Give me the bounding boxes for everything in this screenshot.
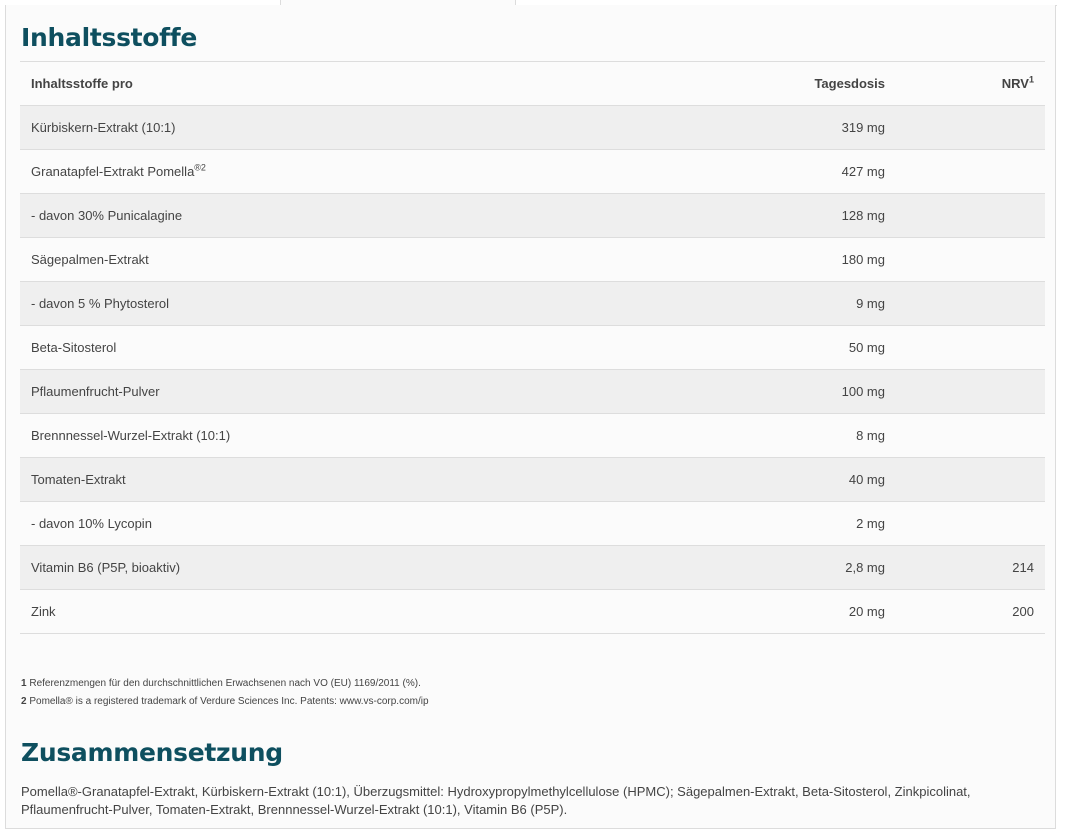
table-row bbox=[20, 458, 1045, 502]
ingredient-nrv bbox=[896, 238, 1045, 282]
ingredients-table bbox=[20, 61, 1045, 634]
ingredient-nrv bbox=[896, 106, 1045, 150]
ingredient-nrv bbox=[896, 458, 1045, 502]
ingredient-nrv bbox=[896, 150, 1045, 194]
ingredient-dose: 9 mg bbox=[580, 282, 896, 326]
ingredient-name: - davon 10% Lycopin bbox=[31, 516, 152, 531]
ingredient-dose: 2,8 mg bbox=[580, 546, 896, 590]
ingredient-dose: 100 mg bbox=[580, 370, 896, 414]
ingredient-name: - davon 5 % Phytosterol bbox=[31, 296, 170, 311]
ingredient-footnote-ref: ®2 bbox=[194, 162, 206, 173]
footnote-text: Pomella® is a registered trademark of Verdure Sciences Inc. Patents: www.vs-corp.com/ip bbox=[26, 696, 429, 707]
ingredients-table-body bbox=[20, 106, 1045, 634]
ingredient-name-cell bbox=[20, 414, 580, 458]
ingredient-dose: 2 mg bbox=[580, 502, 896, 546]
table-row bbox=[20, 370, 1045, 414]
ingredient-dose: 319 mg bbox=[580, 106, 896, 150]
table-row bbox=[20, 414, 1045, 458]
ingredient-dose: 50 mg bbox=[580, 326, 896, 370]
ingredient-nrv bbox=[896, 326, 1045, 370]
ingredient-name: Kürbiskern-Extrakt (10:1) bbox=[31, 120, 176, 135]
ingredient-name-cell bbox=[20, 502, 580, 546]
table-row bbox=[20, 326, 1045, 370]
table-row bbox=[20, 282, 1045, 326]
column-header-dose: Tagesdosis bbox=[580, 62, 896, 106]
table-row bbox=[20, 238, 1045, 282]
table-row bbox=[20, 106, 1045, 150]
footnote-number: 1 bbox=[21, 678, 27, 689]
footnote-2 bbox=[21, 693, 429, 711]
table-row bbox=[20, 150, 1045, 194]
column-header-nrv bbox=[896, 62, 1045, 106]
footnote-number: 2 bbox=[21, 696, 27, 707]
ingredient-name-cell bbox=[20, 546, 580, 590]
footnote-1 bbox=[21, 675, 429, 693]
ingredient-name-cell bbox=[20, 370, 580, 414]
ingredient-name-cell bbox=[20, 150, 580, 194]
ingredient-name-cell bbox=[20, 458, 580, 502]
ingredient-name: Sägepalmen-Extrakt bbox=[31, 252, 149, 267]
ingredient-name-cell bbox=[20, 194, 580, 238]
table-row bbox=[20, 590, 1045, 634]
ingredient-name-cell bbox=[20, 106, 580, 150]
ingredient-nrv bbox=[896, 194, 1045, 238]
nrv-footnote-ref: 1 bbox=[1028, 74, 1034, 85]
ingredient-name-cell bbox=[20, 590, 580, 634]
footnote-text: Referenzmengen für den durchschnittlichen Erwachsenen nach VO (EU) 1169/2011 (%). bbox=[26, 678, 421, 689]
ingredient-nrv: 200 bbox=[896, 590, 1045, 634]
column-header-name: Inhaltsstoffe pro bbox=[20, 62, 580, 106]
ingredient-dose: 20 mg bbox=[580, 590, 896, 634]
ingredient-name: Tomaten-Extrakt bbox=[31, 472, 126, 487]
ingredient-name: Pflaumenfrucht-Pulver bbox=[31, 384, 160, 399]
ingredient-dose: 128 mg bbox=[580, 194, 896, 238]
tab-panel bbox=[5, 5, 1056, 829]
ingredient-dose: 8 mg bbox=[580, 414, 896, 458]
table-row bbox=[20, 546, 1045, 590]
composition-text: Pomella®-Granatapfel-Extrakt, Kürbiskern-Extrakt (10:1), Überzugsmittel: Hydroxypropylmethylcellulose (HPMC); Sägepalmen-Extrakt, Beta-Sitosterol, Zinkpicolinat, Pflaumenfrucht-Pulver, Tomaten-Extrakt, Brennnessel-Wurzel-Extrakt (10:1), Vitamin B6 (P5P). bbox=[21, 784, 971, 817]
ingredient-name: Beta-Sitosterol bbox=[31, 340, 117, 355]
ingredient-dose: 40 mg bbox=[580, 458, 896, 502]
ingredient-name-cell bbox=[20, 282, 580, 326]
ingredients-heading: Inhaltsstoffe bbox=[21, 23, 197, 52]
ingredient-dose: 427 mg bbox=[580, 150, 896, 194]
ingredient-dose: 180 mg bbox=[580, 238, 896, 282]
footnotes bbox=[21, 675, 429, 711]
table-row bbox=[20, 502, 1045, 546]
ingredient-name: Vitamin B6 (P5P, bioaktiv) bbox=[31, 560, 181, 575]
ingredient-nrv bbox=[896, 414, 1045, 458]
composition-heading: Zusammensetzung bbox=[21, 738, 283, 767]
ingredient-nrv bbox=[896, 502, 1045, 546]
nrv-label: NRV bbox=[1001, 76, 1029, 91]
ingredient-nrv: 214 bbox=[896, 546, 1045, 590]
table-row bbox=[20, 194, 1045, 238]
ingredient-name-cell bbox=[20, 238, 580, 282]
ingredient-nrv bbox=[896, 370, 1045, 414]
ingredient-name: Brennnessel-Wurzel-Extrakt (10:1) bbox=[31, 428, 231, 443]
ingredient-name: Granatapfel-Extrakt Pomella bbox=[31, 164, 195, 179]
ingredient-nrv bbox=[896, 282, 1045, 326]
ingredient-name: - davon 30% Punicalagine bbox=[31, 208, 183, 223]
ingredient-name-cell bbox=[20, 326, 580, 370]
ingredient-name: Zink bbox=[31, 604, 56, 619]
table-header-row bbox=[20, 62, 1045, 106]
